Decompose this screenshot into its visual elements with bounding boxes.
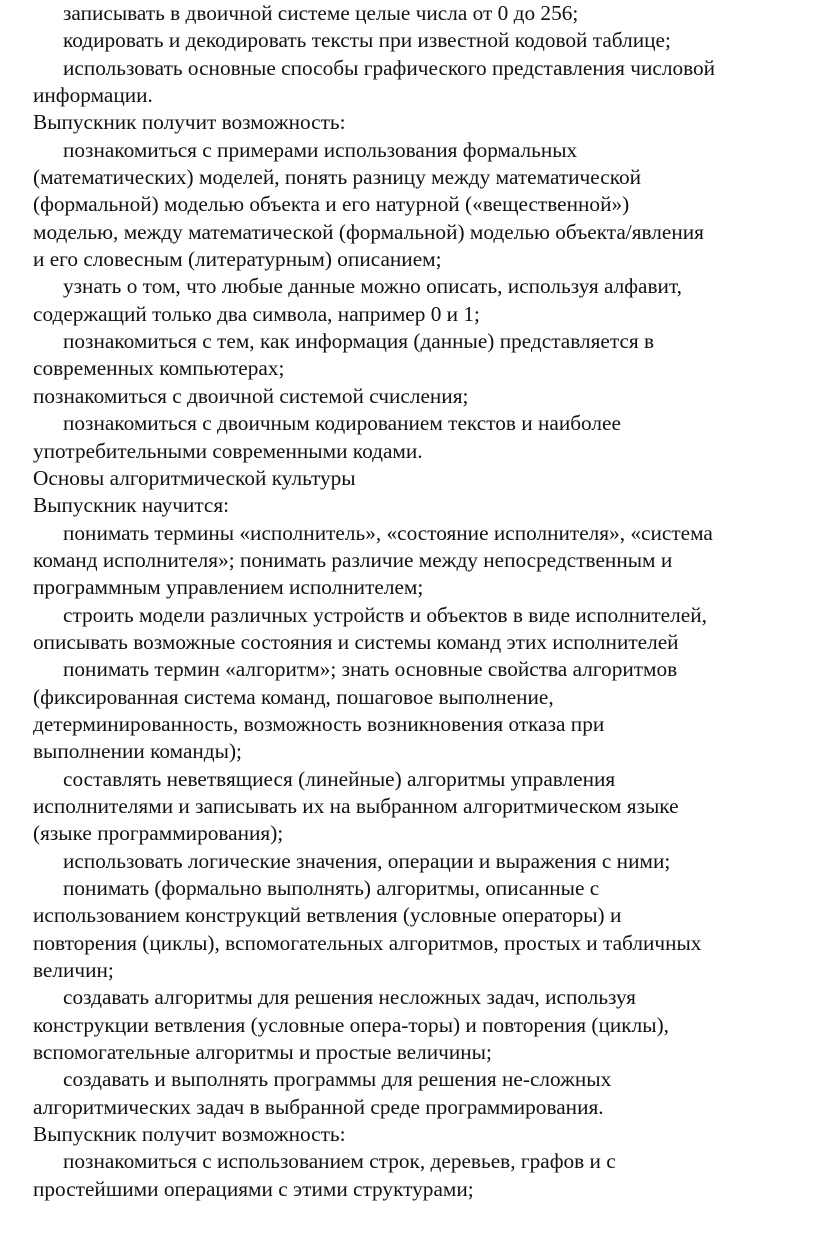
text-line: познакомиться с тем, как информация (данные) представляется в	[63, 329, 655, 354]
text-line: детерминированность, возможность возникновения отказа при	[33, 711, 605, 736]
text-line: познакомиться с использованием строк, деревьев, графов и с	[63, 1149, 616, 1174]
text-line: вспомогательные алгоритмы и простые величины;	[33, 1040, 492, 1065]
text-line: конструкции ветвления (условные опера-торы) и повторения (циклы),	[33, 1012, 669, 1037]
text-line: информации.	[33, 83, 153, 108]
text-line: моделью, между математической (формальной) моделью объекта/явления	[33, 219, 704, 244]
text-line: использовать основные способы графического представления числовой	[63, 55, 716, 80]
text-line: создавать алгоритмы для решения несложных задач, используя	[63, 985, 636, 1010]
text-line: Выпускник получит возможность:	[33, 1122, 346, 1147]
text-line: понимать термины «исполнитель», «состояние исполнителя», «система	[63, 520, 713, 545]
text-line: (языке программирования);	[33, 821, 284, 846]
text-line: строить модели различных устройств и объектов в виде исполнителей,	[63, 602, 707, 627]
text-line: познакомиться с примерами использования формальных	[63, 137, 578, 162]
text-line: исполнителями и записывать их на выбранном алгоритмическом языке	[33, 793, 679, 818]
text-line: повторения (циклы), вспомогательных алгоритмов, простых и табличных	[33, 930, 702, 955]
text-line: понимать термин «алгоритм»; знать основные свойства алгоритмов	[63, 657, 678, 682]
text-line: и его словесным (литературным) описанием;	[33, 247, 442, 272]
text-line: записывать в двоичной системе целые числа от 0 до 256;	[63, 1, 579, 25]
text-line: употребительными современными кодами.	[33, 438, 423, 463]
text-line: Выпускник получит возможность:	[33, 110, 346, 135]
text-line: (математических) моделей, понять разницу между математической	[33, 165, 642, 190]
text-line: описывать возможные состояния и системы команд этих исполнителей	[33, 629, 679, 654]
text-line: использовать логические значения, операции и выражения с ними;	[63, 848, 671, 873]
text-line: Выпускник научится:	[33, 493, 230, 518]
text-line: создавать и выполнять программы для решения не-сложных	[63, 1067, 612, 1092]
text-line: познакомиться с двоичным кодированием текстов и наиболее	[63, 411, 621, 436]
text-line: программным управлением исполнителем;	[33, 575, 424, 600]
text-line: понимать (формально выполнять) алгоритмы, описанные с	[63, 876, 600, 900]
text-line: кодировать и декодировать тексты при известной кодовой таблице;	[63, 28, 671, 53]
text-line: (формальной) моделью объекта и его натурной («вещественной»)	[33, 192, 630, 217]
text-line: (фиксированная система команд, пошаговое выполнение,	[33, 684, 554, 709]
text-line: составлять неветвящиеся (линейные) алгоритмы управления	[63, 766, 616, 791]
text-line: команд исполнителя»; понимать различие между непосредственным и	[33, 547, 673, 572]
text-line: содержащий только два символа, например 0 и 1;	[33, 301, 480, 326]
text-line: узнать о том, что любые данные можно описать, используя алфавит,	[63, 274, 682, 299]
text-line: Основы алгоритмической культуры	[33, 465, 356, 490]
text-line: выполнении команды);	[33, 739, 242, 764]
text-line: познакомиться с двоичной системой счисления;	[33, 383, 469, 408]
text-line: использованием конструкций ветвления (условные операторы) и	[33, 903, 622, 928]
text-line: простейшими операциями с этими структурами;	[33, 1176, 474, 1201]
text-line: алгоритмических задач в выбранной среде программирования.	[33, 1094, 604, 1119]
text-line: величин;	[33, 958, 114, 983]
text-line: современных компьютерах;	[33, 356, 285, 381]
